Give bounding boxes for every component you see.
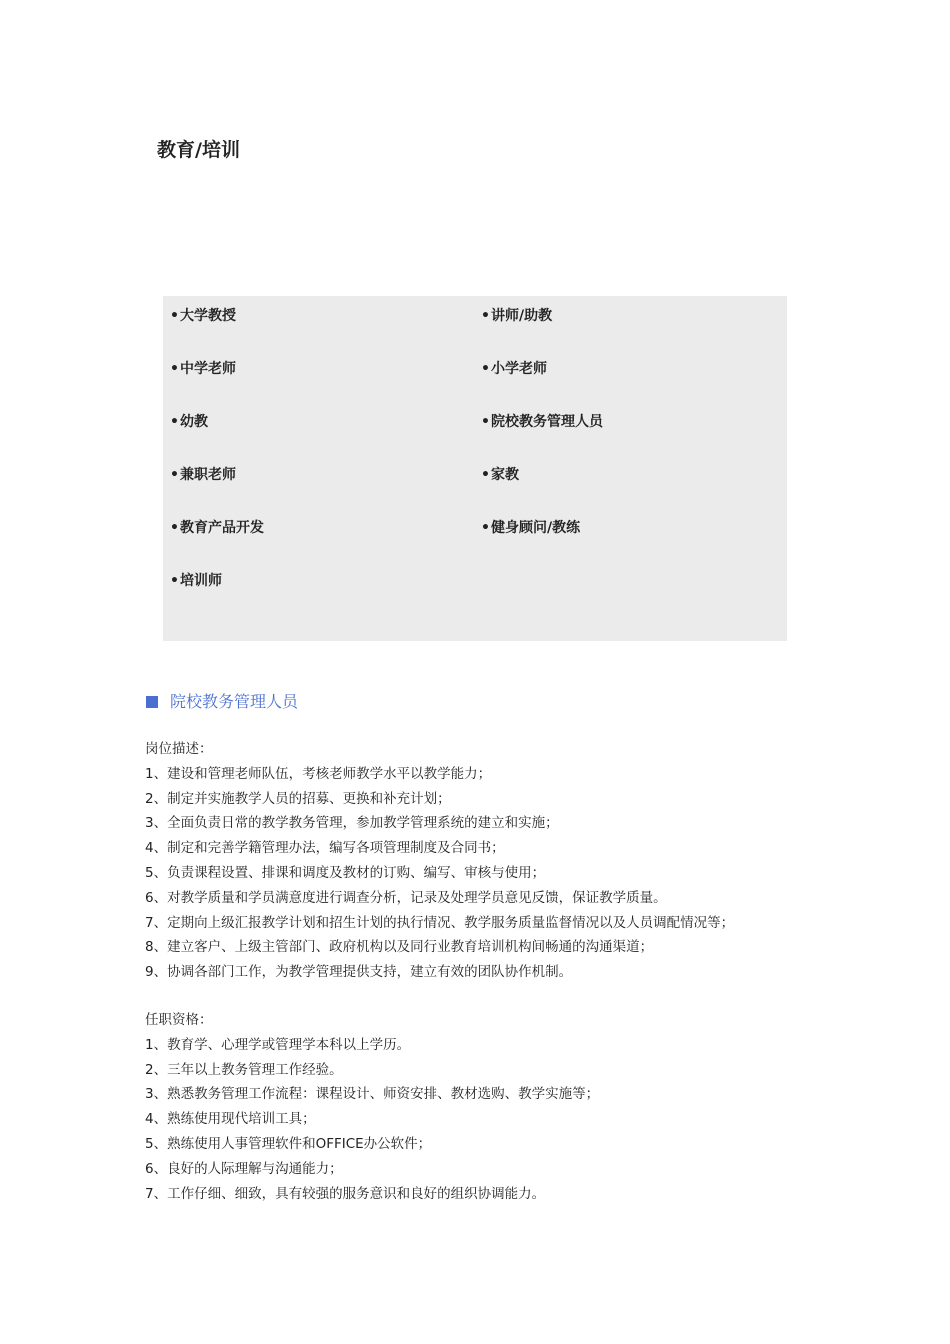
bullet: •: [170, 308, 179, 324]
bullet: •: [481, 361, 490, 377]
category-item-fitness-coach[interactable]: [481, 518, 580, 538]
qualification-item: 1、教育学、心理学或管理学本科以上学历。: [145, 1036, 411, 1053]
qualifications-heading: 任职资格：: [145, 1012, 213, 1028]
bullet: •: [170, 467, 179, 483]
job-qualifications: [145, 1008, 825, 1206]
category-item-tutor[interactable]: [481, 465, 519, 485]
bullet: •: [481, 414, 490, 430]
description-item: 2、制定并实施教学人员的招募、更换和补充计划；: [145, 790, 451, 807]
square-icon: [146, 696, 158, 708]
bullet: •: [170, 520, 179, 536]
qualification-item: 6、良好的人际理解与沟通能力；: [145, 1160, 343, 1177]
category-panel: [163, 296, 787, 641]
category-item-part-time-teacher[interactable]: [170, 465, 236, 485]
qualification-item: 7、工作仔细、细致，具有较强的服务意识和良好的组织协调能力。: [145, 1185, 546, 1202]
category-item-lecturer-assistant[interactable]: [481, 306, 552, 326]
description-item: 5、负责课程设置、排课和调度及教材的订购、编写、审核与使用；: [145, 864, 546, 881]
category-label: 健身顾问/教练: [490, 520, 581, 536]
category-label: 院校教务管理人员: [490, 414, 603, 430]
category-item-middle-school-teacher[interactable]: [170, 359, 236, 379]
category-label: 小学老师: [490, 361, 547, 377]
bullet: •: [170, 361, 179, 377]
category-label: 家教: [490, 467, 519, 483]
category-label: 兼职老师: [179, 467, 236, 483]
bullet: •: [170, 573, 179, 589]
category-label: 中学老师: [179, 361, 236, 377]
category-item-trainer[interactable]: [170, 571, 222, 591]
category-label: 培训师: [179, 573, 222, 589]
description-item: 1、建设和管理老师队伍，考核老师教学水平以教学能力；: [145, 765, 492, 782]
qualification-item: 3、熟悉教务管理工作流程：课程设计、师资安排、教材选购、教学实施等；: [145, 1086, 600, 1103]
category-item-academic-affairs-staff[interactable]: [481, 412, 603, 432]
category-label: 讲师/助教: [490, 308, 553, 324]
description-heading: 岗位描述：: [145, 741, 213, 757]
category-label: 幼教: [179, 414, 208, 430]
qualification-item: 4、熟练使用现代培训工具；: [145, 1111, 316, 1128]
job-description: [145, 737, 825, 985]
description-item: 6、对教学质量和学员满意度进行调查分析，记录及处理学员意见反馈，保证教学质量。: [145, 889, 667, 906]
description-item: 8、建立客户、上级主管部门、政府机构以及同行业教育培训机构间畅通的沟通渠道；: [145, 939, 654, 956]
description-item: 3、全面负责日常的教学教务管理，参加教学管理系统的建立和实施；: [145, 815, 559, 832]
bullet: •: [170, 414, 179, 430]
category-label: 大学教授: [179, 308, 236, 324]
qualification-item: 2、三年以上教务管理工作经验。: [145, 1061, 343, 1078]
description-item: 7、定期向上级汇报教学计划和招生计划的执行情况、教学服务质量监督情况以及人员调配情况等；: [145, 914, 735, 931]
description-item: 4、制定和完善学籍管理办法，编写各项管理制度及合同书；: [145, 840, 505, 857]
category-item-primary-school-teacher[interactable]: [481, 359, 547, 379]
bullet: •: [481, 467, 490, 483]
category-label: 教育产品开发: [179, 520, 264, 536]
category-item-education-product-development[interactable]: [170, 518, 264, 538]
description-item: 9、协调各部门工作，为教学管理提供支持，建立有效的团队协作机制。: [145, 964, 573, 981]
category-item-preschool-teacher[interactable]: [170, 412, 208, 432]
section-title: 院校教务管理人员: [170, 692, 299, 711]
category-item-university-professor[interactable]: [170, 306, 236, 326]
bullet: •: [481, 520, 490, 536]
page-title: 教育/培训: [157, 139, 240, 161]
section-heading: [146, 690, 298, 714]
bullet: •: [481, 308, 490, 324]
qualification-item: 5、熟练使用人事管理软件和OFFICE办公软件；: [145, 1135, 432, 1152]
